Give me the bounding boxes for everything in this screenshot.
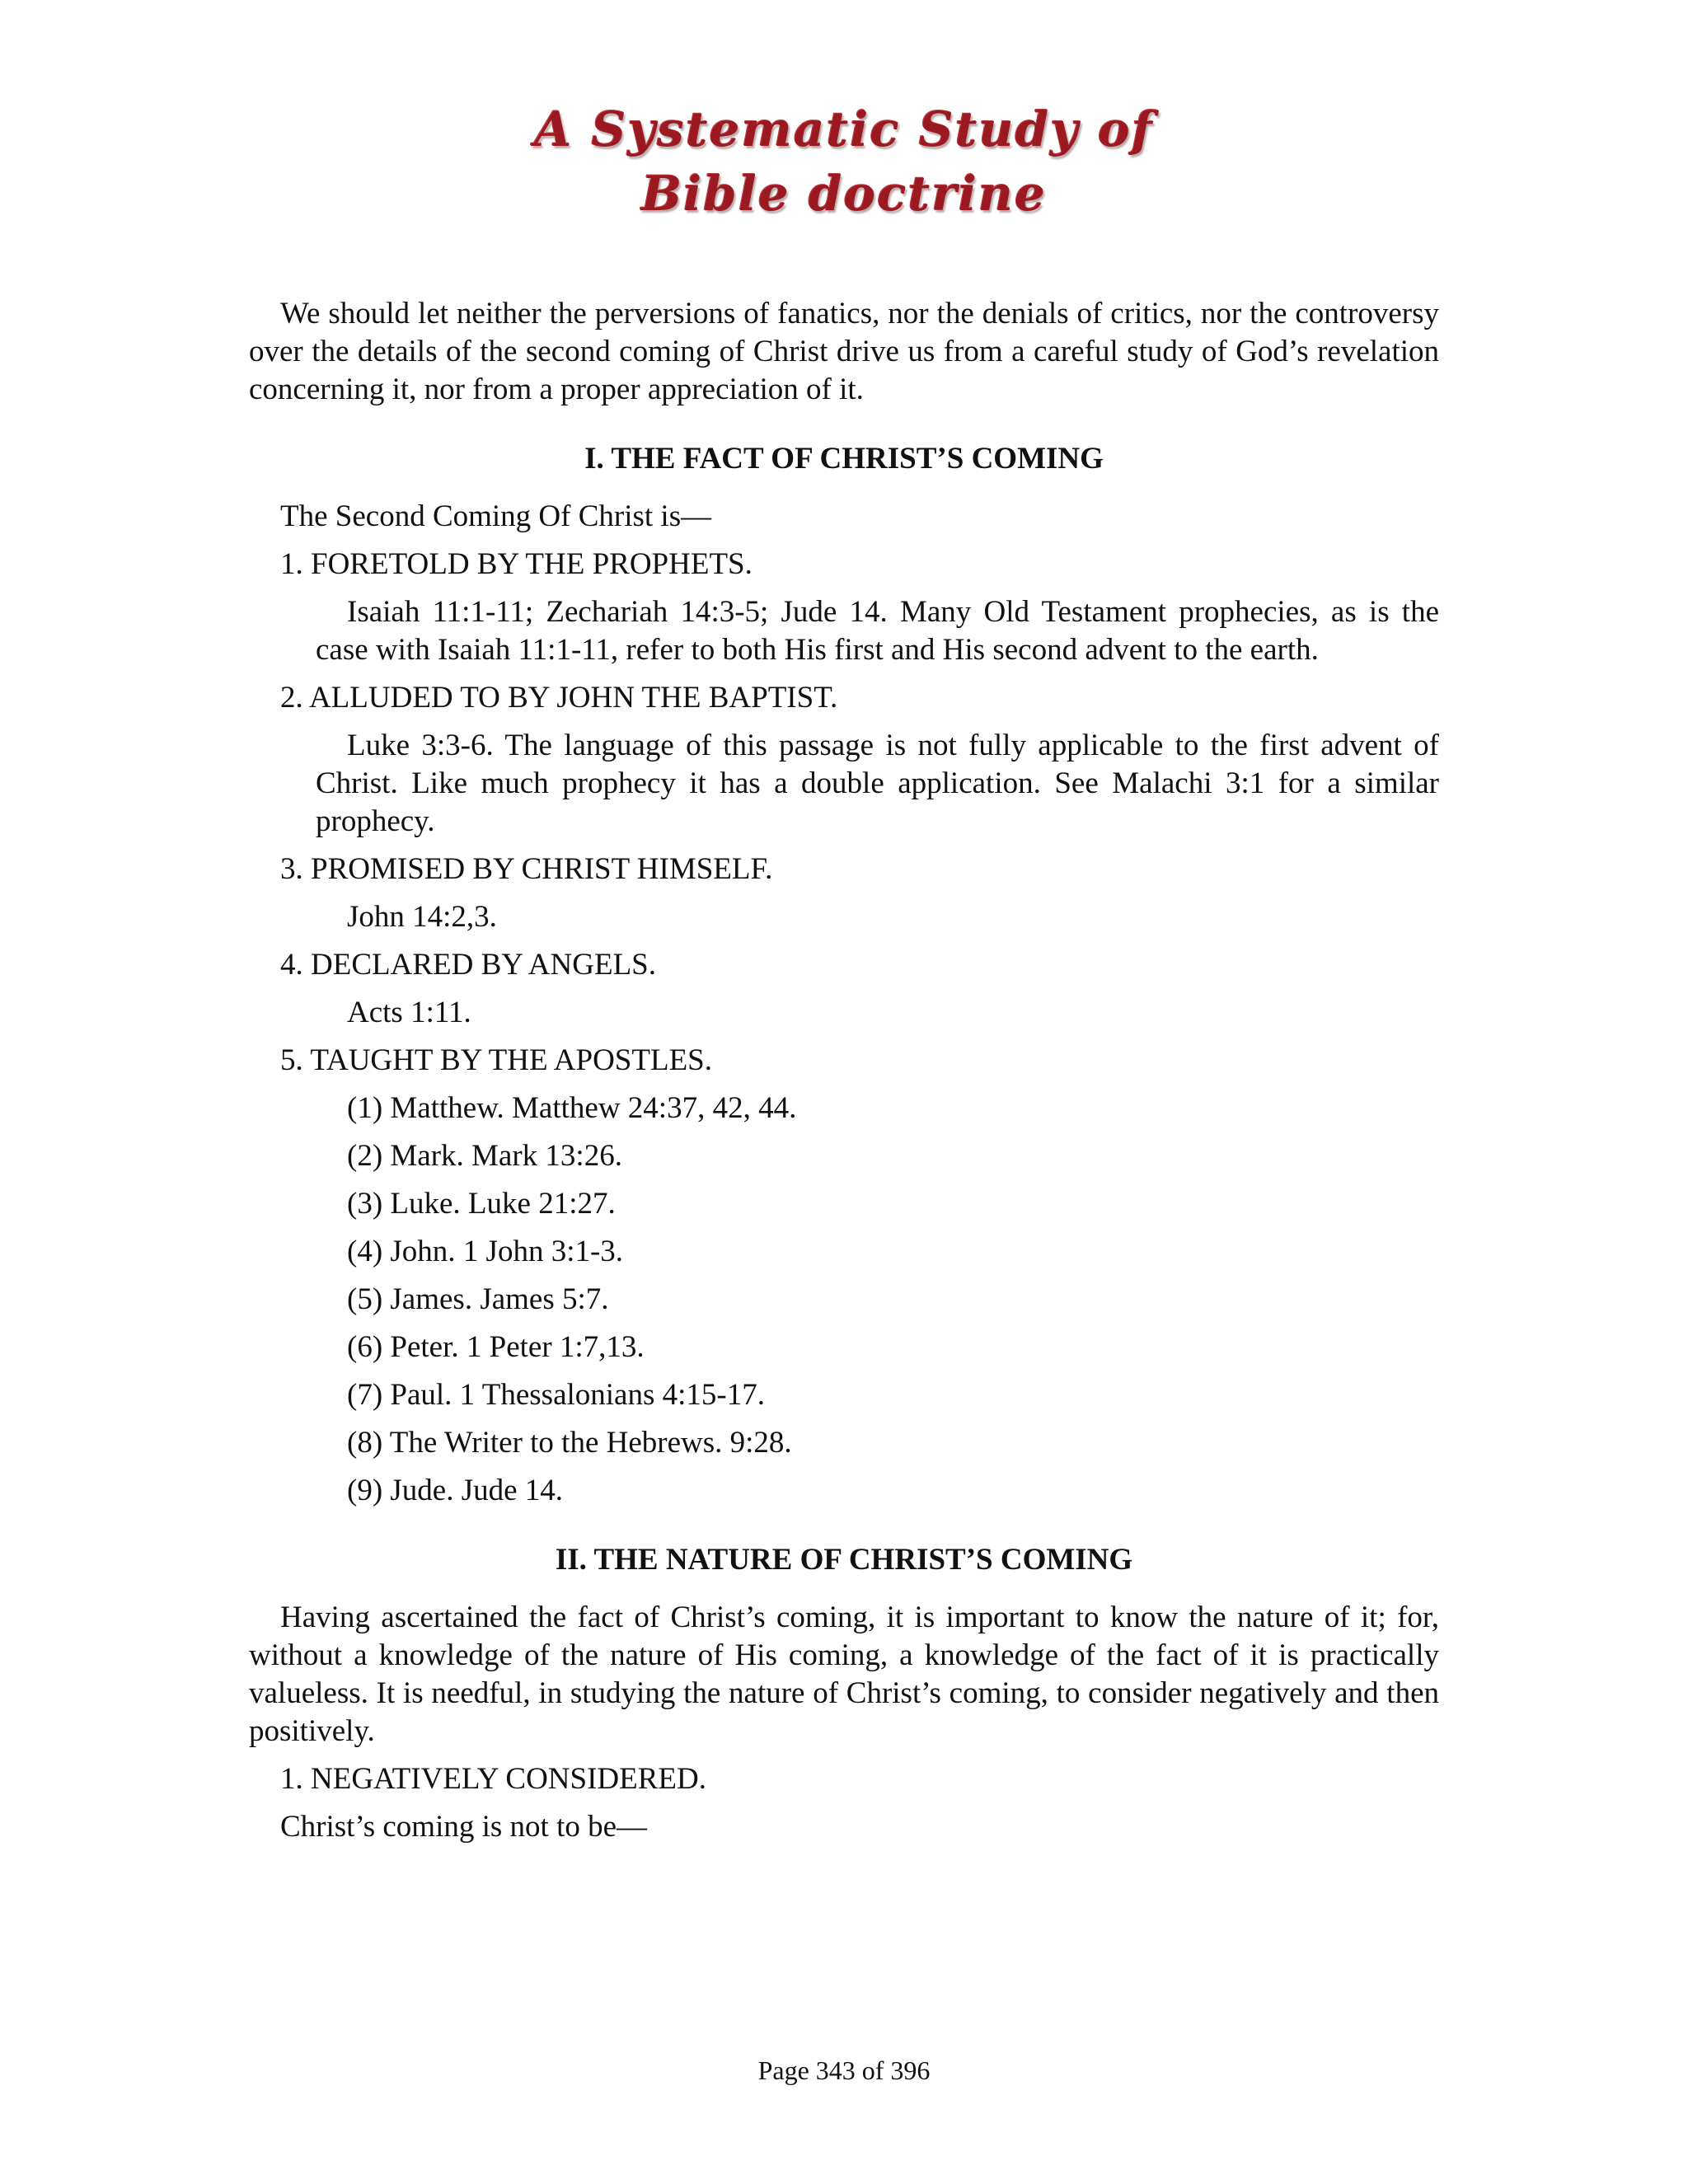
banner-title-line-1: A Systematic Study of [534,101,1154,157]
banner-title-line-2: Bible doctrine [641,166,1047,222]
list-item-christ-himself-text: John 14:2,3. [347,900,497,934]
john-baptist-text: Luke 3:3-6. The language of this passage is not fully applicable to the first advent of Christ. Like much prophecy it has a double application. See Malachi 3:1 for a similar prophecy. [316,729,1439,838]
section2-paragraph: Having ascertained the fact of Christ’s coming, it is important to know the nature of it; for, without a knowledge of the nature of His coming, a knowledge of the fact of it is practically valueless. It is needful, in studying the nature of Christ’s coming, to consider negatively and then positively. [249,1601,1439,1748]
apostle-ref: (3) Luke. Luke 21:27. [347,1187,616,1221]
apostle-ref: (6) Peter. 1 Peter 1:7,13. [347,1330,645,1364]
foretold-text: Isaiah 11:1-11; Zechariah 14:3-5; Jude 14. Many Old Testament prophecies, as is the case with Isaiah 11:1-11, refer to both His first and His second advent to the earth. [316,595,1439,667]
apostle-ref: (2) Mark. Mark 13:26. [347,1139,622,1173]
apostle-ref: (9) Jude. Jude 14. [347,1474,564,1507]
page-number: Page 343 of 396 [757,2055,931,2085]
page-body [249,295,1439,1846]
apostle-ref: (8) The Writer to the Hebrews. 9:28. [347,1426,792,1460]
list-item-angels-text: Acts 1:11. [347,996,471,1029]
section2-lead: Christ’s coming is not to be— [280,1810,648,1844]
book-title-banner [0,97,1688,226]
apostle-ref: (1) Matthew. Matthew 24:37, 42, 44. [347,1091,797,1125]
apostle-ref: (7) Paul. 1 Thessalonians 4:15-17. [347,1378,765,1412]
intro-paragraph: We should let neither the perversions of fanatics, nor the denials of critics, nor the controversy over the details of the second coming of Christ drive us from a careful study of God’s revelation concerning it, nor from a proper appreciation of it. [249,297,1439,406]
list-item-foretold: 1. FORETOLD BY THE PROPHETS. [280,547,753,581]
list-item-negatively: 1. NEGATIVELY CONSIDERED. [280,1762,706,1796]
apostle-ref: (4) John. 1 John 3:1-3. [347,1235,624,1268]
list-item-foretold-text [249,593,1439,669]
list-item-john-baptist-text [249,727,1439,841]
list-item-christ-himself: 3. PROMISED BY CHRIST HIMSELF. [280,852,773,886]
section1-lead: The Second Coming Of Christ is— [280,499,712,533]
list-item-john-baptist: 2. ALLUDED TO BY JOHN THE BAPTIST. [280,681,838,715]
apostle-ref: (5) James. James 5:7. [347,1282,609,1316]
list-item-apostles: 5. TAUGHT BY THE APOSTLES. [280,1043,712,1077]
list-item-angels: 4. DECLARED BY ANGELS. [280,948,656,982]
section-heading-fact: I. THE FACT OF CHRIST’S COMING [584,442,1104,476]
section-heading-nature: II. THE NATURE OF CHRIST’S COMING [555,1543,1133,1577]
